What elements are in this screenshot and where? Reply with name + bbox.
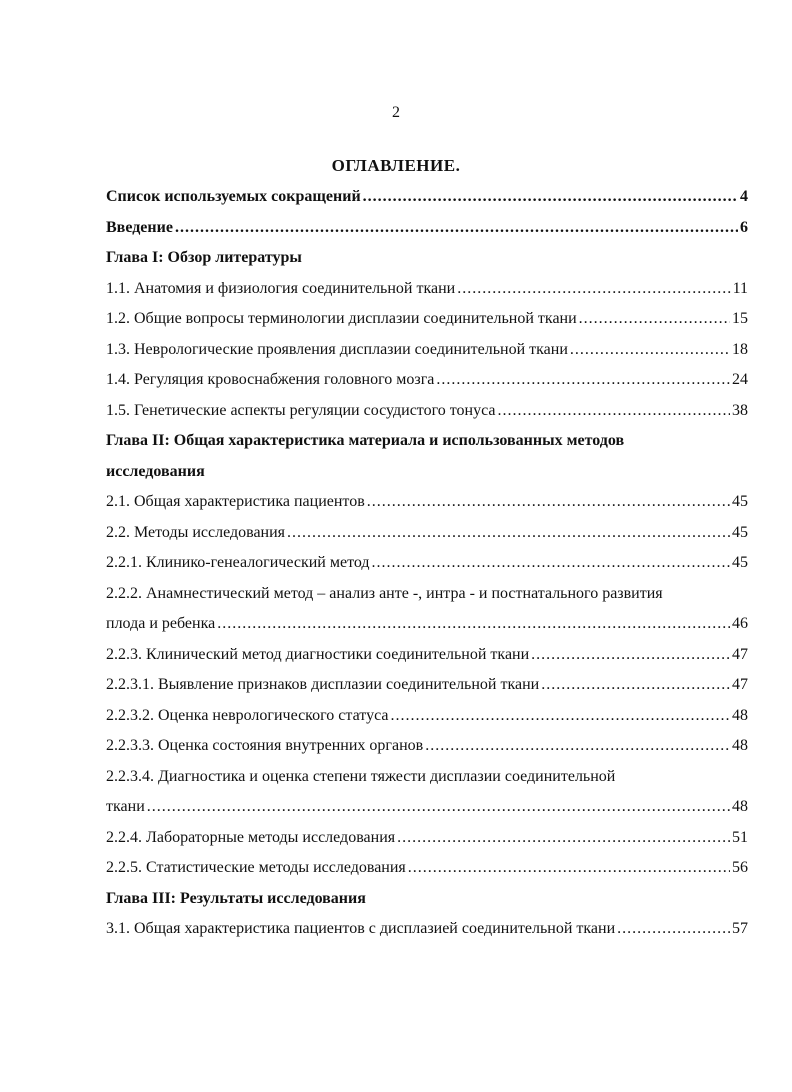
toc-entry-label: Список используемых сокращений [106, 188, 361, 205]
toc-heading: ОГЛАВЛЕНИЕ. [331, 156, 461, 175]
toc-entry-2-2-3-1 [106, 670, 748, 701]
toc-entry-label: 2.2.3.3. Оценка состояния внутренних органов [106, 737, 424, 754]
dot-leader [436, 365, 730, 396]
toc-entry-2-2-2-cont [106, 609, 748, 640]
toc-entry-page: 24 [732, 371, 748, 388]
toc-entry-label: плода и ребенка [106, 615, 216, 632]
toc-entry-2-2-3 [106, 640, 748, 671]
toc-entry-label: ткани [106, 798, 145, 815]
toc-entry-1-1 [106, 274, 748, 305]
toc-entry-2-2-5 [106, 853, 748, 884]
dot-leader [217, 609, 730, 640]
toc-entry-label: 1.5. Генетические аспекты регуляции сосудистого тонуса [106, 401, 496, 419]
toc-chapter-1-heading [106, 243, 748, 274]
toc-entry-2-2-1 [106, 548, 748, 579]
toc-entry-label: 2.2.2. Анамнестический метод – анализ анте -, интра - и постнатального развития [106, 584, 663, 602]
toc-entry-2-2 [106, 518, 748, 549]
toc-entry-label: Введение [106, 218, 173, 236]
toc-entry-page: 57 [732, 920, 748, 937]
dot-leader [541, 670, 730, 701]
toc-entry-label: Глава II: Общая характеристика материала и использованных методов [106, 432, 625, 449]
dot-leader [372, 548, 730, 579]
toc-entry-2-1 [106, 487, 748, 518]
toc-entry-label: 1.1. Анатомия и физиология соединительной ткани [106, 279, 456, 297]
dot-leader [390, 701, 730, 732]
toc-entry-label: 2.2.5. Статистические методы исследования [106, 859, 406, 876]
toc-entry-1-3 [106, 335, 748, 366]
toc-entry-2-2-3-2 [106, 701, 748, 732]
dot-leader [287, 518, 730, 549]
page-number: 2 [392, 104, 400, 121]
toc-entry-label: 2.2.4. Лабораторные методы исследования [106, 828, 396, 846]
toc-entry-page: 38 [732, 401, 748, 419]
toc-entry-label: Глава I: Обзор литературы [106, 249, 302, 266]
toc-chapter-3-heading [106, 884, 748, 915]
dot-leader [367, 487, 730, 518]
toc-entry-label: 2.2.3.4. Диагностика и оценка степени тяжести дисплазии соединительной [106, 767, 616, 785]
toc-entry-page: 11 [732, 279, 748, 297]
toc-entry-2-2-3-3 [106, 731, 748, 762]
toc-entry-page: 48 [732, 798, 748, 815]
toc-entry-page: 45 [732, 523, 748, 541]
toc-entry-page: 47 [732, 645, 748, 663]
dot-leader [408, 853, 730, 884]
toc-entry-label: 2.1. Общая характеристика пациентов [106, 493, 365, 510]
toc-chapter-2-heading-cont [106, 457, 748, 488]
toc-entry-page: 45 [732, 493, 748, 510]
toc-entry-page: 48 [732, 706, 748, 724]
dot-leader [457, 274, 730, 305]
toc-entry-introduction [106, 213, 748, 244]
toc-entry-1-5 [106, 396, 748, 427]
dot-leader [531, 640, 730, 671]
toc-entry-page: 6 [740, 218, 748, 236]
toc-entry-label: Глава III: Результаты исследования [106, 889, 366, 907]
toc-entry-label: 2.2.3.2. Оценка неврологического статуса [106, 706, 389, 724]
toc-entry-label: 1.2. Общие вопросы терминологии дисплазии соединительной ткани [106, 310, 577, 327]
toc-entry-label: 3.1. Общая характеристика пациентов с дисплазией соединительной ткани [106, 920, 616, 937]
table-of-contents [106, 182, 748, 945]
toc-entry-page: 18 [732, 340, 748, 358]
toc-entry-label: 2.2. Методы исследования [106, 523, 286, 541]
toc-entry-abbreviations [106, 182, 748, 213]
toc-entry-page: 51 [732, 828, 748, 846]
dot-leader [497, 396, 730, 427]
toc-entry-label: 1.4. Регуляция кровоснабжения головного мозга [106, 371, 435, 388]
toc-entry-label: 2.2.3. Клинический метод диагностики соединительной ткани [106, 645, 530, 663]
dot-leader [175, 213, 738, 244]
toc-entry-page: 4 [740, 188, 748, 205]
dot-leader [397, 823, 730, 854]
dot-leader [147, 792, 730, 823]
toc-entry-page: 48 [732, 737, 748, 754]
toc-entry-label: 2.2.1. Клинико-генеалогический метод [106, 554, 370, 571]
toc-entry-page: 47 [732, 676, 748, 693]
toc-entry-2-2-4 [106, 823, 748, 854]
toc-entry-2-2-3-4 [106, 762, 748, 793]
toc-entry-2-2-2 [106, 579, 748, 610]
toc-entry-page: 15 [732, 310, 748, 327]
toc-entry-2-2-3-4-cont [106, 792, 748, 823]
toc-entry-label: исследования [106, 462, 205, 480]
toc-entry-1-4 [106, 365, 748, 396]
toc-entry-1-2 [106, 304, 748, 335]
dot-leader [570, 335, 730, 366]
toc-entry-page: 46 [732, 615, 748, 632]
dot-leader [363, 182, 738, 213]
dot-leader [579, 304, 730, 335]
toc-entry-label: 1.3. Неврологические проявления дисплазии соединительной ткани [106, 340, 568, 358]
dot-leader [617, 914, 730, 945]
toc-entry-page: 56 [732, 859, 748, 876]
toc-chapter-2-heading [106, 426, 748, 457]
toc-entry-label: 2.2.3.1. Выявление признаков дисплазии соединительной ткани [106, 676, 540, 693]
dot-leader [425, 731, 730, 762]
toc-entry-3-1 [106, 914, 748, 945]
toc-entry-page: 45 [732, 554, 748, 571]
